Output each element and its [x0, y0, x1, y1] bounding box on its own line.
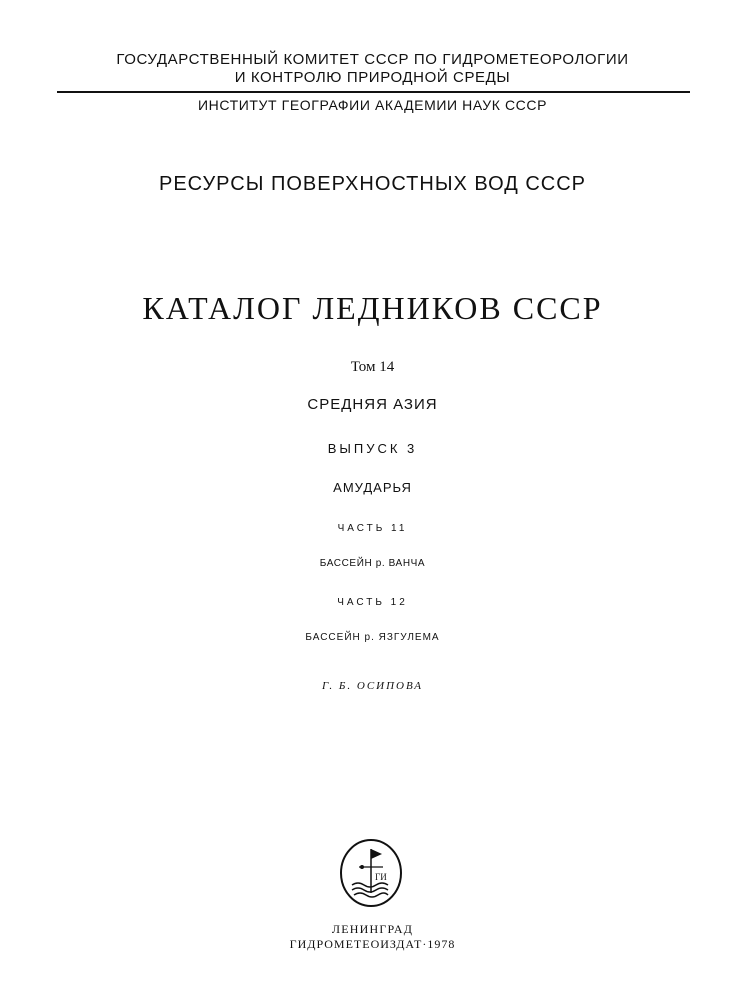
main-title: КАТАЛОГ ЛЕДНИКОВ СССР [142, 290, 603, 326]
issue-number: ВЫПУСК 3 [327, 441, 418, 456]
imprint-publisher-year: ГИДРОМЕТЕОИЗДАТ·1978 [289, 937, 456, 951]
author-name: Г. Б. ОСИПОВА [321, 680, 424, 692]
header-rule [57, 91, 690, 93]
publisher-emblem-icon [338, 837, 404, 909]
committee-line-2: И КОНТРОЛЮ ПРИРОДНОЙ СРЕДЫ [234, 69, 511, 86]
svg-text:ГИ: ГИ [375, 872, 387, 882]
committee-line-1: ГОСУДАРСТВЕННЫЙ КОМИТЕТ СССР ПО ГИДРОМЕТЕОРОЛОГИИ [116, 51, 629, 68]
part-11-label: ЧАСТЬ 11 [337, 523, 408, 534]
imprint-city: ЛЕНИНГРАД [331, 922, 414, 936]
series-title: РЕСУРСЫ ПОВЕРХНОСТНЫХ ВОД СССР [159, 173, 586, 195]
region-name: СРЕДНЯЯ АЗИЯ [307, 396, 438, 413]
basin-yazgulema: БАССЕЙН р. ЯЗГУЛЕМА [305, 632, 440, 643]
basin-vancha: БАССЕЙН р. ВАНЧА [319, 558, 426, 569]
volume-number: Том 14 [350, 359, 395, 375]
river-name: АМУДАРЬЯ [333, 480, 412, 495]
part-12-label: ЧАСТЬ 12 [337, 597, 408, 608]
institute-name: ИНСТИТУТ ГЕОГРАФИИ АКАДЕМИИ НАУК СССР [197, 97, 548, 113]
